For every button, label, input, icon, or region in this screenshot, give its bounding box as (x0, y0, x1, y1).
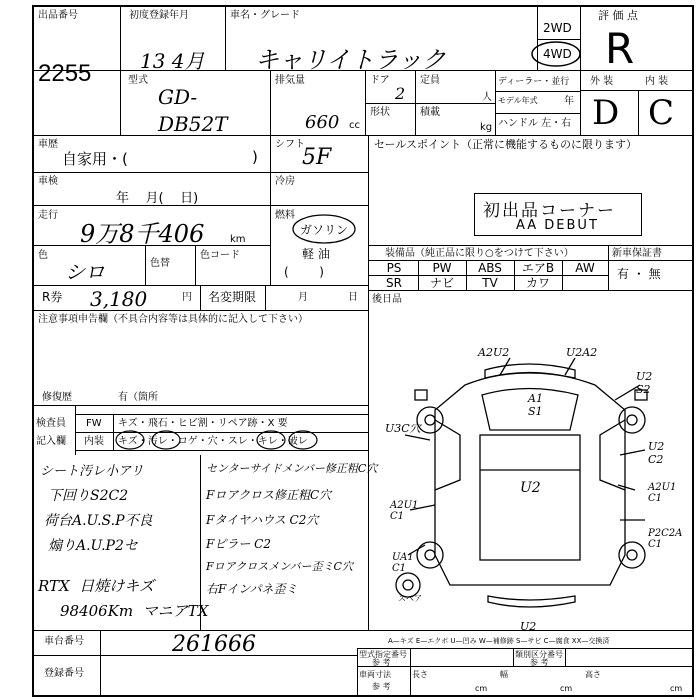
interior-label: 内 装 (645, 76, 669, 87)
remark-left-6: 98406Km マニアTX (60, 602, 209, 620)
spare-label: スペア (398, 594, 422, 603)
type-value-1: GD- (158, 85, 198, 109)
chassis-label: 車台番号 (44, 636, 84, 647)
interior-short: 内装 (84, 436, 104, 447)
shape-label: 形状 (370, 107, 390, 118)
exterior-value: D (592, 93, 620, 133)
mark-front-right: U2A2 (566, 346, 598, 359)
history-label: 車歴 (38, 139, 58, 150)
type-value-2: DB52T (158, 112, 228, 136)
inspector-label: 検査員 (36, 418, 66, 429)
capacity-label: 定員 (420, 75, 440, 86)
mark-left-side: A2U1 C1 (390, 500, 419, 522)
mark-front-left: A2U2 (478, 346, 510, 359)
dims-length: 長さ (412, 670, 428, 679)
dims-height-unit: cm (670, 684, 683, 693)
lot-number: 2255 (38, 60, 92, 87)
name-change-label: 名変期限 (208, 290, 257, 304)
mark-bed: U2 (520, 480, 541, 496)
displacement-unit: cc (349, 120, 360, 131)
history-close: ) (252, 148, 258, 166)
mileage-label: 走行 (38, 210, 58, 221)
name-change-month: 月 (298, 292, 308, 303)
drive-2wd: 2WD (543, 21, 572, 35)
dims-length-unit: cm (475, 684, 488, 693)
color-code-label: 色コード (200, 250, 240, 261)
model-label: 車名・グレード (230, 10, 300, 21)
lot-label: 出品番号 (38, 10, 78, 21)
recycle-unit: 円 (182, 292, 192, 303)
remark-right-3: Fタイヤハウス C2穴 (206, 513, 319, 527)
displacement-label: 排気量 (275, 75, 305, 86)
first-sale-sub: AA DEBUT (516, 218, 599, 233)
mark-right-rear: P2C2A C1 (648, 528, 683, 550)
model-value: キャリイトラック (255, 46, 446, 74)
exterior-label: 外 装 (590, 76, 614, 87)
fuel-label: 燃料 (275, 210, 295, 221)
shift-label: シフト (275, 139, 305, 150)
sales-point-label: セールスポイント（正常に機能するものに限ります） (374, 138, 638, 151)
capacity-unit: 人 (482, 92, 492, 103)
equip-abs: ABS (478, 261, 502, 275)
remark-right-4: Fピラー C2 (206, 537, 271, 551)
dims-label: 車両寸法 (359, 670, 391, 679)
first-reg-value: 13 4月 (140, 49, 205, 73)
mileage-value: 9万8千406 (80, 220, 205, 248)
repair-label: 修復歴 (42, 392, 72, 403)
remark-left-5: RTX 日焼けキズ (38, 577, 154, 595)
mark-right-door: U2 C2 (648, 440, 665, 466)
entry-label: 記入欄 (36, 436, 66, 447)
first-sale-title: 初出品コーナー (483, 201, 616, 221)
recycle-label: R券 (42, 290, 63, 304)
repaint-label: 色替 (150, 258, 170, 269)
doors-value: 2 (395, 84, 406, 103)
mileage-unit: km (230, 234, 246, 245)
handle-label: ハンドル 左・右 (498, 118, 572, 129)
year-unit: 年 (564, 96, 574, 107)
grade-label: 評 価 点 (598, 9, 638, 22)
mark-left-front: U3C穴 (385, 422, 421, 435)
equipment-label: 装備品（純正品に限り○をつけて下さい） (385, 248, 574, 259)
remark-left-4: 煽りA.U.P2セ (48, 538, 138, 554)
inspection-value: 年 月( 日) (116, 191, 199, 206)
fuel-gasoline-circle (290, 212, 358, 246)
remark-right-5: Fロアクロスメンバー歪ミC穴 (206, 560, 353, 573)
history-value: 自家用・( (62, 150, 128, 168)
notice-label: 注意事項申告欄（不具合内容等は具体的に記入して下さい） (38, 314, 308, 325)
repair-value: 有（箇所 (118, 392, 158, 403)
dims-height: 高さ (585, 670, 601, 679)
type-designation-label: 型式指定番号 (359, 650, 407, 659)
mark-right-side: A2U1 C1 (648, 482, 677, 504)
equip-sr: SR (386, 276, 402, 290)
load-label: 積載 (420, 107, 440, 118)
drive-4wd-circle (530, 40, 582, 68)
fuel-diesel: 軽 油 (302, 247, 330, 261)
load-unit: kg (480, 122, 493, 133)
interior-value: C (648, 93, 675, 133)
recycle-value: 3,180 (90, 287, 148, 311)
displacement-value: 660 (305, 112, 340, 133)
color-value: シロ (65, 260, 105, 284)
remark-left-2: 下回りS2C2 (48, 488, 129, 504)
remark-right-1: センターサイドメンバー修正粗C穴 (206, 462, 378, 475)
first-reg-label: 初度登録年月 (129, 10, 189, 21)
interior-circles (110, 428, 360, 452)
equip-tv: TV (482, 276, 498, 290)
doors-label: ドア (370, 75, 390, 86)
remark-left-1: シート汚レ小アリ (40, 464, 144, 479)
category-ref: 参 考 (530, 658, 549, 667)
inspection-label: 車検 (38, 176, 58, 187)
name-change-day: 日 (348, 292, 358, 303)
drive-4wd: 4WD (543, 47, 572, 61)
registration-label: 登録番号 (44, 668, 84, 679)
fuel-gasoline: ガソリン (300, 223, 349, 237)
shift-value: 5F (302, 145, 332, 170)
equip-pw: PW (432, 261, 452, 275)
mark-left-rear: UA1 C1 (392, 552, 414, 574)
mark-rear: U2 (520, 620, 537, 633)
later-label: 後日品 (372, 294, 402, 305)
chassis-value: 261666 (172, 632, 256, 657)
remark-left-3: 荷台A.U.S.P不良 (44, 513, 153, 529)
equip-ps: PS (386, 261, 402, 275)
mark-right-front: U2 S2 (636, 370, 653, 396)
diagram-legend: A—キズ E—エクボ U—凹み W—補修跡 S—サビ C—腐食 XX—交換済 (388, 637, 610, 645)
type-designation-ref: 参 考 (372, 658, 391, 667)
warranty-value: 有 ・ 無 (617, 267, 661, 281)
aircon-label: 冷房 (275, 176, 295, 187)
remark-right-6: 右Fインパネ歪ミ (206, 582, 298, 596)
dims-ref: 参 考 (372, 682, 391, 691)
fw-label: FW (86, 418, 102, 429)
model-year-label: モデル年式 (498, 96, 538, 105)
fw-items: キズ・飛石・ヒビ割・リペア跡・X 要 (118, 418, 288, 429)
dims-width-unit: cm (560, 684, 573, 693)
equip-leather: カワ (525, 276, 550, 290)
fuel-other: ( ) (284, 265, 324, 279)
color-label: 色 (38, 250, 48, 261)
mark-hood: A1 S1 (528, 392, 543, 418)
grade-value: R (605, 24, 635, 73)
remark-right-2: Fロアクロス修正粗C穴 (206, 488, 332, 502)
type-label: 型式 (128, 75, 148, 86)
equip-navi: ナビ (429, 276, 454, 290)
warranty-label: 新車保証書 (612, 248, 662, 259)
dims-width: 幅 (500, 670, 508, 679)
equip-aw: AW (575, 261, 595, 275)
dealer-label: ディーラー・並行 (498, 77, 570, 87)
equip-airbag: エアB (521, 261, 555, 275)
interior-items: キズ・汚レ・コゲ・穴・スレ・キレ・破レ (118, 436, 308, 447)
category-label: 類別区分番号 (515, 650, 563, 659)
